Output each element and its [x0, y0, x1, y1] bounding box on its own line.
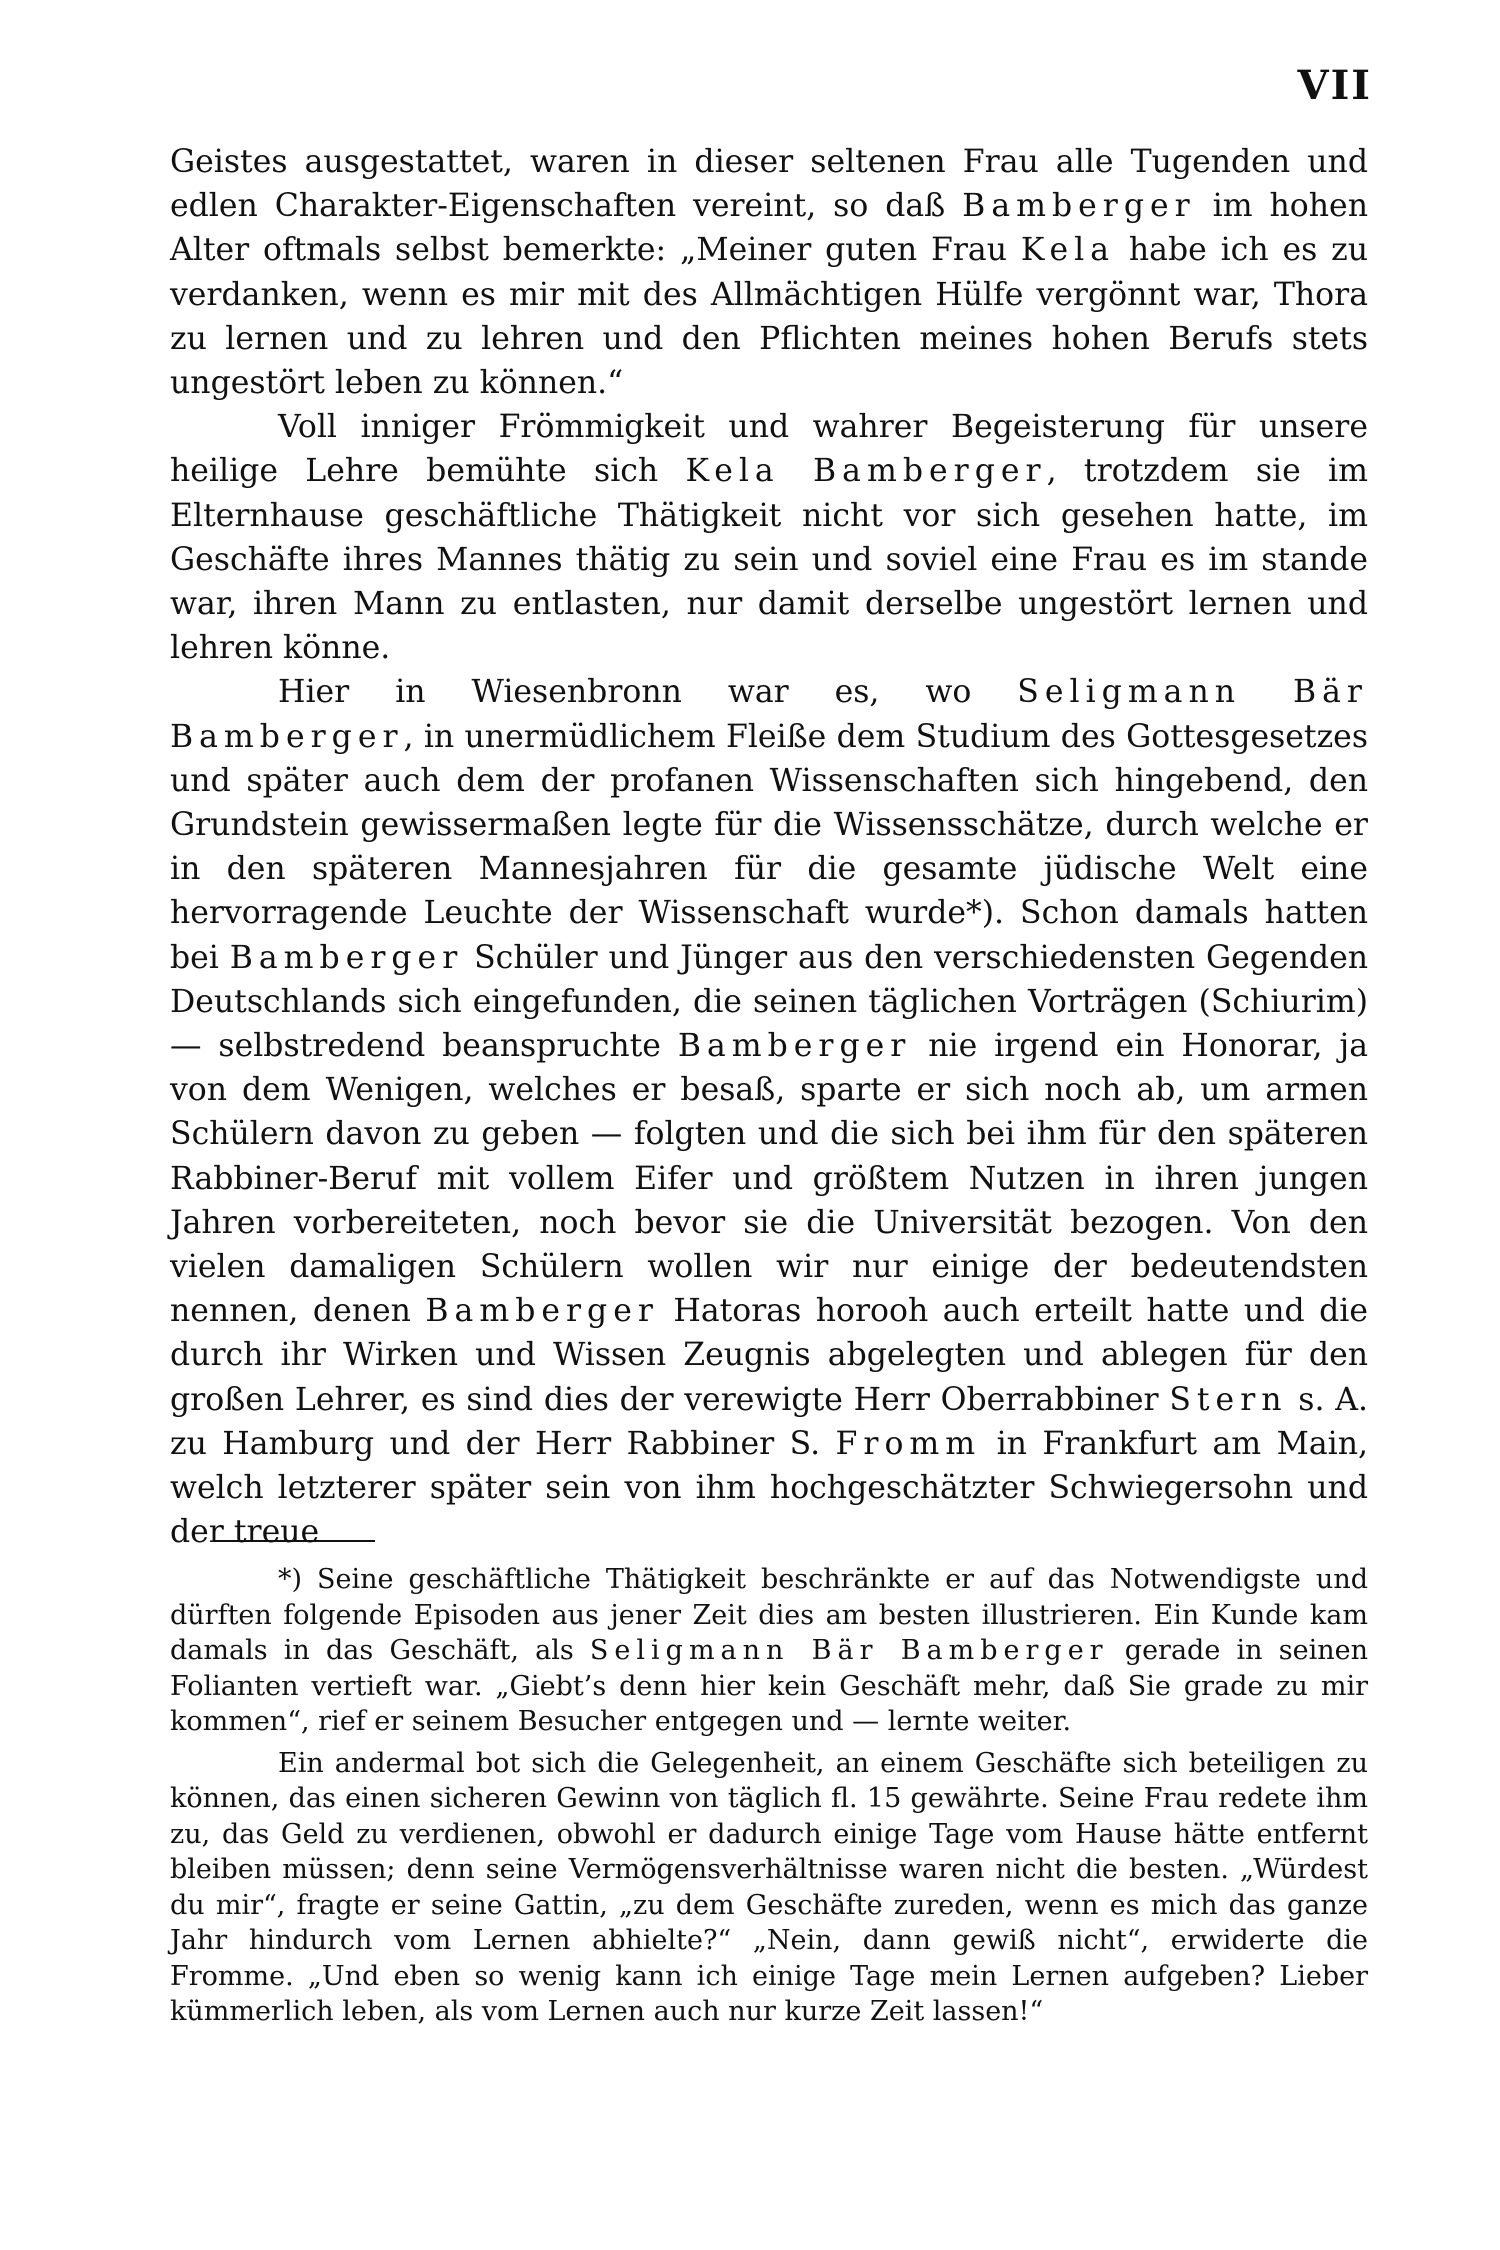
text-run: , in unermüdlichem Fleiße dem Studium des Gottesgesetzes und später auch dem der profanen Wissenschaften sich hingebend, den Grundstein gewissermaßen legte für die Wissensschätze, durch welche er in den späteren Mannesjahren für die gesamte jüdische Welt eine hervorragende Leuchte der Wissenschaft wurde*). Schon damals hatten bei — [170, 718, 1368, 976]
text-run: gerade in seinen Folianten vertieft war. „Giebt’s denn hier kein Geschäft mehr, daß Sie grade zu mir kommen“, rief er seinem Besucher entgegen und — lernte weiter. — [170, 1635, 1368, 1737]
text-run: Voll inniger Frömmigkeit und wahrer Begeisterung für unsere heilige Lehre bemühte sich — [170, 409, 1368, 490]
body-text — [170, 140, 1368, 1555]
person-name: Bamberger — [962, 188, 1196, 225]
person-name: Seligmann Bär Bamberger — [170, 674, 1368, 755]
text-run: s. A. zu Hamburg und der Herr Rabbiner S. — [170, 1381, 1368, 1462]
text-run: Hatoras horooh auch erteilt hatte und die durch ihr Wirken und Wissen Zeugnis abgelegten und ablegen für den großen Lehrer, es sind dies der verewigte Herr Oberrabbiner — [170, 1293, 1368, 1418]
person-name: Kela Bamberger — [685, 453, 1047, 490]
text-run: im hohen Alter oftmals selbst bemerkte: „Meiner guten Frau — [170, 188, 1368, 269]
person-name: Stern — [1169, 1381, 1288, 1418]
person-name: Kela — [1020, 232, 1116, 269]
person-name: Fromm — [835, 1425, 982, 1462]
person-name: Bamberger — [425, 1293, 659, 1330]
text-run: habe ich es zu verdanken, wenn es mir mit des Allmächtigen Hülfe vergönnt war, Thora zu lernen und zu lehren und den Pflichten meines hohen Berufs stets ungestört leben zu können.“ — [170, 232, 1368, 402]
footnote-1 — [170, 1562, 1368, 1740]
footnote-divider — [215, 1540, 375, 1542]
text-run: nie irgend ein Honorar, ja von dem Wenigen, welches er besaß, sparte er sich noch ab, um armen Schülern davon zu geben — folgten und die sich bei ihm für den späteren Rabbiner-Beruf mit vollem Eifer und größtem Nutzen in ihren jungen Jahren vorbereiteten, noch bevor sie die Universität bezogen. Von den vielen damaligen Schülern wollen wir nur einige der bedeutendsten nennen, denen — [170, 1028, 1368, 1330]
paragraph-1 — [170, 140, 1368, 405]
footnotes — [170, 1562, 1368, 2030]
paragraph-2 — [170, 405, 1368, 670]
footnote-2: Ein andermal bot sich die Gelegenheit, an einem Geschäfte sich beteiligen zu können, das einen sicheren Gewinn von täglich fl. 15 gewährte. Seine Frau redete ihm zu, das Geld zu verdienen, obwohl er dadurch einige Tage vom Hause hätte entfernt bleiben müssen; denn seine Vermögensverhältnisse waren nicht die besten. „Würdest du mir“, fragte er seine Gattin, „zu dem Geschäfte zureden, wenn es mich das ganze Jahr hindurch vom Lernen abhielte?“ „Nein, dann gewiß nicht“, erwiderte die Fromme. „Und eben so wenig kann ich einige Tage mein Lernen aufgeben? Lieber kümmerlich leben, als vom Lernen auch nur kurze Zeit lassen!“ — [170, 1747, 1368, 2027]
text-run: Schüler und Jünger aus den verschiedensten Gegenden Deutschlands sich eingefunden, die seinen täglichen Vorträgen (Schiurim) — selbstredend beanspruchte — [170, 939, 1368, 1065]
person-name: Bamberger — [677, 1028, 912, 1065]
person-name: Seligmann Bär Bamberger — [589, 1635, 1109, 1666]
page-number: VII — [1297, 62, 1372, 109]
text-run: , trotzdem sie im Elternhause geschäftliche Thätigkeit nicht vor sich gesehen hatte, im Geschäfte ihres Mannes thätig zu sein und soviel eine Frau es im stande war, ihren Mann zu entlasten, nur damit derselbe ungestört lernen und lehren könne. — [170, 453, 1368, 667]
text-run: *) Seine geschäftliche Thätigkeit beschränkte er auf das Notwendigste und dürften folgende Episoden aus jener Zeit dies am besten illustrieren. Ein Kunde kam damals in das Geschäft, als — [170, 1564, 1368, 1666]
text-run: in Frankfurt am Main, welch letzterer später sein von ihm hochgeschätzter Schwiegersohn und der treue — [170, 1425, 1368, 1551]
person-name: Bamberger — [229, 939, 464, 976]
text-run: Hier in Wiesenbronn war es, wo — [278, 674, 1018, 711]
text-run: Geistes ausgestattet, waren in dieser seltenen Frau alle Tugenden und edlen Charakter-Eigenschaften vereint, so daß — [170, 144, 1368, 225]
paragraph-3 — [170, 670, 1368, 1554]
